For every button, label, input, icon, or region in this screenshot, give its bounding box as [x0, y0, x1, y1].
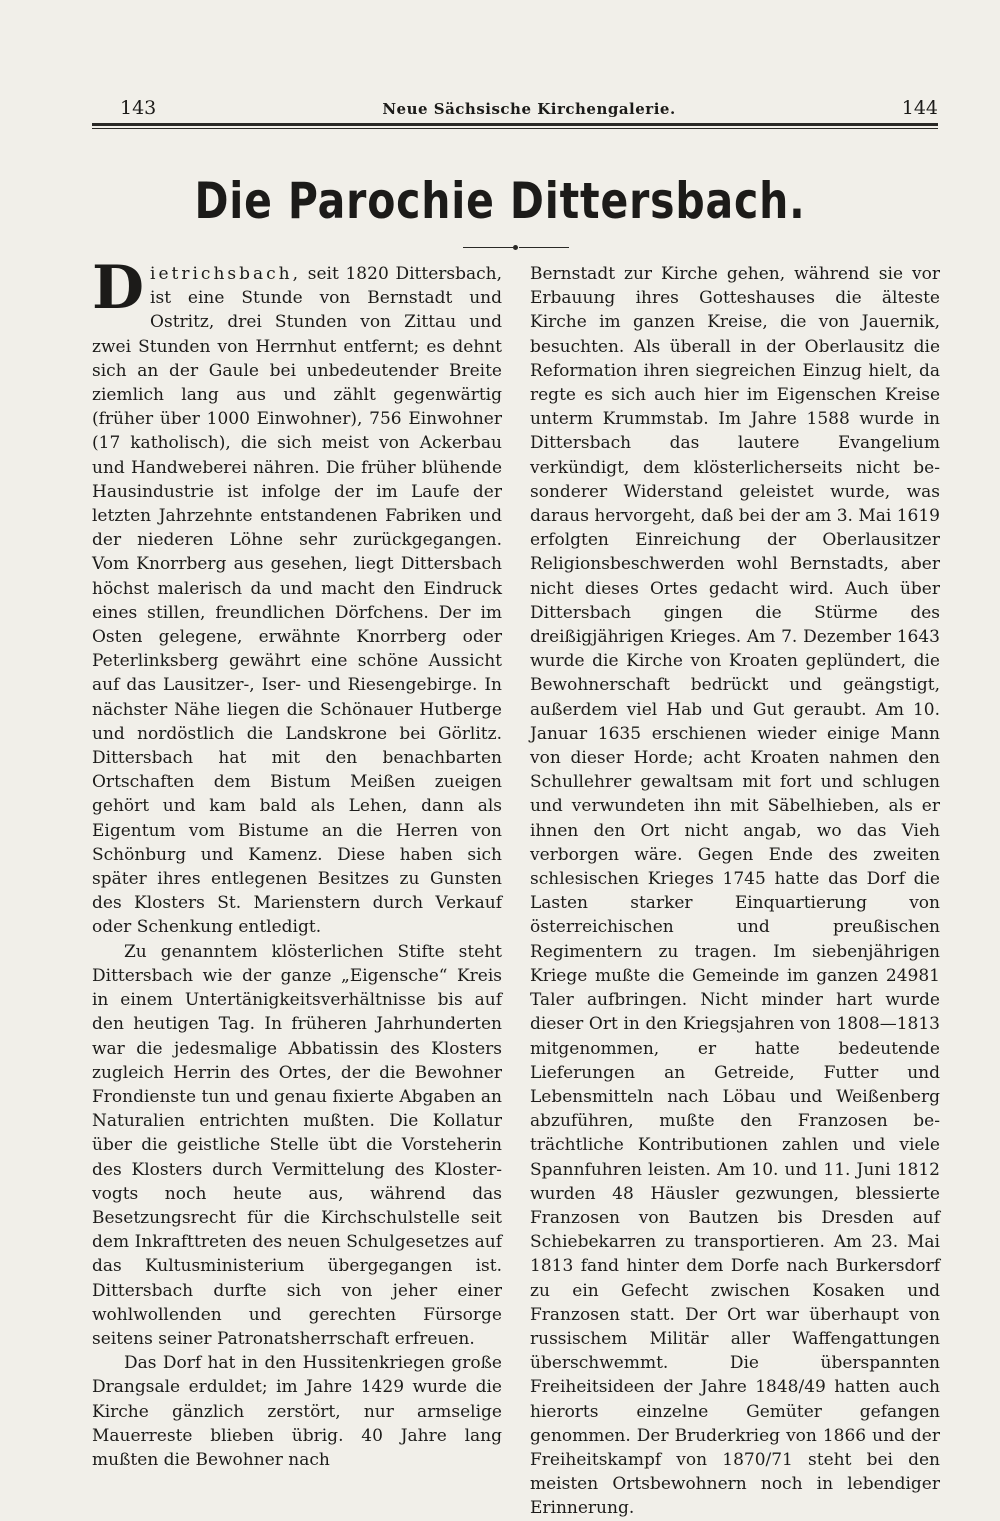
paragraph-3: Das Dorf hat in den Hussitenkriegen große Drangsale erduldet; im Jahre 1429 wurde die Kirche gänzlich zerstört, nur armselige Mauerreste blieben übrig. 40 Jahre lang mußten die Bewohner nach [92, 1353, 502, 1470]
paragraph-1-lead: ietrichsbach, [150, 264, 302, 284]
title-ornament [463, 243, 569, 253]
drop-cap: D [92, 253, 145, 323]
page-number-left: 143 [120, 97, 157, 119]
running-title: Neue Sächsische Kirchengalerie. [382, 100, 676, 118]
header-rule-thick [92, 123, 938, 126]
paragraph-1 [92, 253, 502, 940]
header-rule-thin [92, 128, 938, 129]
text-column-right [530, 262, 940, 1521]
paragraph-continued: Bernstadt zur Kirche gehen, während sie vor Erbauung ihres Gotteshauses die älteste Kirche im ganzen Kreise, die von Jauernik, besuchten. Als überall in der Oberlausitz die Reformation ihren siegreichen Einzug hielt, da regte es sich auch hier im Eigenschen Kreise unterm Krummstab. Im Jahre 1588 wurde in Dittersbach das lautere Evangelium verkündigt, dem klösterlicherseits nicht besonderer Widerstand geleistet wurde, was daraus hervorgeht, daß bei der am 3. Mai 1619 erfolgten Einreichung der Oberlausitzer Religionsbeschwerden wohl Bernstadts, aber nicht dieses Ortes gedacht wird. Auch über Dittersbach gingen die Stürme des dreißigjährigen Krieges. Am 7. Dezember 1643 wurde die Kirche von Kroaten geplündert, die Bewohnerschaft bedrückt und geängstigt, außerdem viel Hab und Gut geraubt. Am 10. Januar 1635 erschienen wieder einige Mann von dieser Horde; acht Kroaten nahmen den Schullehrer gewaltsam mit fort und schlugen und verwundeten ihn mit Säbelhieben, als er ihnen den Ort nicht angab, wo das Vieh verborgen wäre. Gegen Ende des zweiten schlesischen Krieges 1745 hatte das Dorf die Lasten starker Einquartierung von österreichischen und preußischen Regimentern zu tragen. Im siebenjährigen Kriege mußte die Gemeinde im ganzen 24981 Taler aufbringen. Nicht minder hart wurde dieser Ort in den Kriegsjahren von 1808—1813 mitgenommen, er hatte bedeutende Lieferungen an Getreide, Futter und Lebensmitteln nach Löbau und Weißenberg abzuführen, mußte den Franzosen beträchtliche Kontributionen zahlen und viele Spannfuhren leisten. Am 10. und 11. Juni 1812 wurden 48 Häusler gezwungen, blessierte Franzosen von Bautzen bis Dresden auf Schiebekarren zu transportieren. Am 23. Mai 1813 fand hinter dem Dorfe nach Burkersdorf zu ein Gefecht zwischen Kosaken und Franzosen statt. Der Ort war überhaupt von russischem Militär aller Waffengattungen überschwemmt. Die überspannten Freiheitsideen der Jahre 1848/49 hatten auch hierorts einzelne Gemüter gefangen genommen. Der Bruderkrieg von 1866 und der Freiheitskampf von 1870/71 steht bei den meisten Ortsbewohnern noch in lebendiger Erinnerung. [530, 264, 940, 1519]
paragraph-1-text: seit 1820 Dittersbach, ist eine Stunde von Bernstadt und Ostritz, drei Stunden von Zittau und zwei Stunden von Herrnhut entfernt; es dehnt sich an der Gaule bei unbedeutender Breite ziemlich lang aus und zählt gegenwärtig (früher über 1000 Einwohner), 756 Einwohner (17 katholisch), die sich meist von Ackerbau und Handweberei nähren. Die früher blühende Hausindustrie ist infolge der im Laufe der letzten Jahrzehnte entstandenen Fabriken und der niederen Löhne sehr zurückgegangen. Vom Knorrberg aus gesehen, liegt Dittersbach höchst malerisch da und macht den Eindruck eines stillen, freundlichen Dörfchens. Der im Osten gelegene, erwähnte Knorrberg oder Peterlinksberg gewährt eine schöne Aussicht auf das Lausitzer-, Iser- und Riesengebirge. In nächster Nähe liegen die Schönauer Hutberge und nordöstlich die Landskrone bei Görlitz. Dittersbach hat mit den benachbarten Ortschaften dem Bistum Meißen zueigen gehört und kam bald als Lehen, dann als Eigentum vom Bistume an die Herren von Schönburg und Kamenz. Diese haben sich später ihres entlegenen Besitzes zu Gunsten des Klosters St. Marienstern durch Verkauf oder Schenkung entledigt. [92, 264, 502, 938]
page-number-right: 144 [901, 97, 938, 119]
text-column-left [92, 253, 502, 1472]
article-title: Die Parochie Dittersbach. [194, 172, 806, 230]
paragraph-2: Zu genanntem klösterlichen Stifte steht Dittersbach wie der ganze „Eigensche“ Kreis in einem Untertänigkeitsverhältnisse bis auf den heutigen Tag. In früheren Jahrhunderten war die jedesmalige Abbatissin des Klosters zugleich Herrin des Ortes, der die Bewohner Frondienste tun und genau fixierte Abgaben an Naturalien entrichten mußten. Die Kollatur über die geistliche Stelle übt die Vorsteherin des Klosters durch Vermittelung des Klostervogts noch heute aus, während das Besetzungsrecht für die Kirchschulstelle seit dem Inkrafttreten des neuen Schulgesetzes auf das Kultusministerium übergegangen ist. Dittersbach durfte sich von jeher einer wohlwollenden und gerechten Fürsorge seitens seiner Patronatsherrschaft erfreuen. [92, 941, 502, 1349]
page-header [120, 95, 938, 125]
